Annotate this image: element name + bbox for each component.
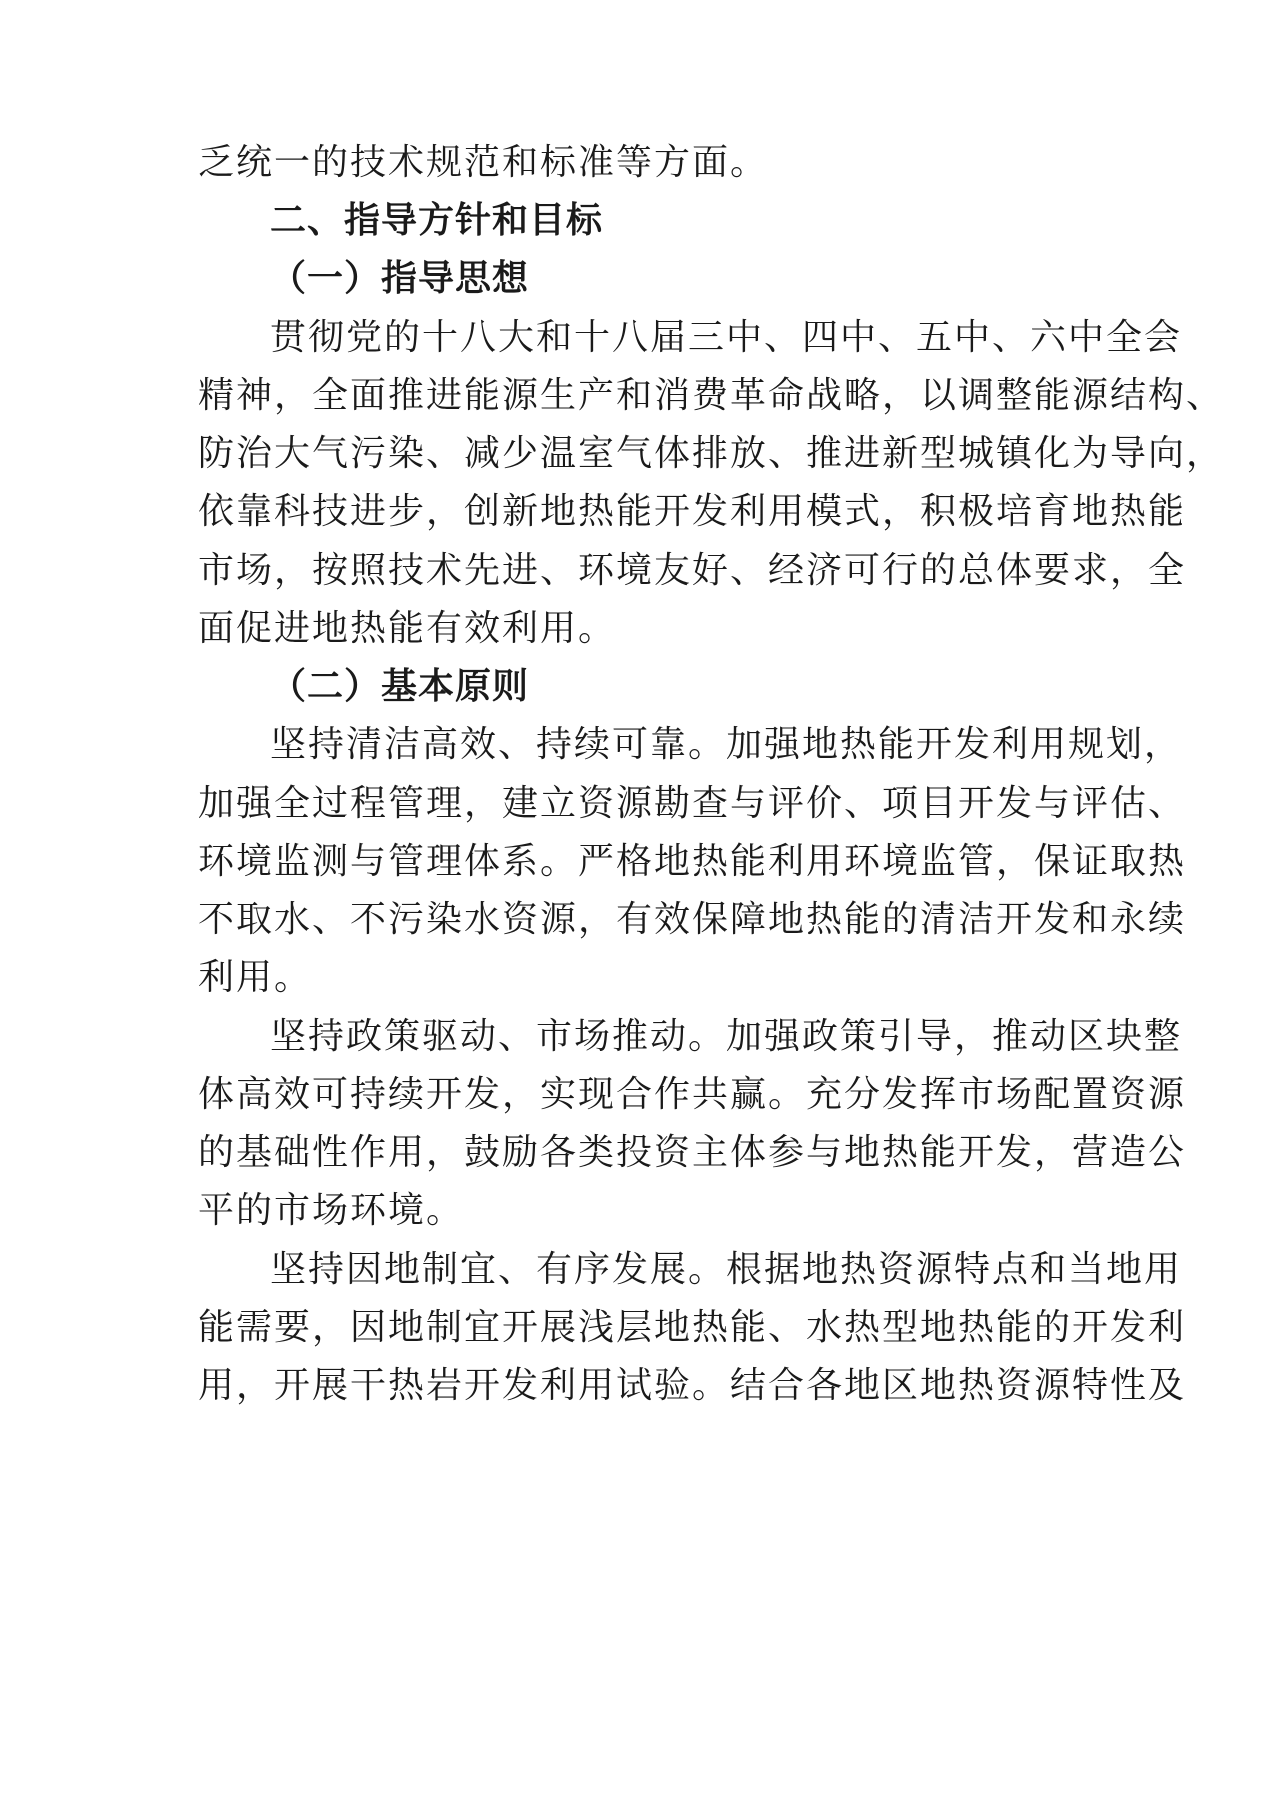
body-text-line: 精神，全面推进能源生产和消费革命战略，以调整能源结构、 [198,375,1225,416]
paragraph-first-line: 坚持清洁高效、持续可靠。加强地热能开发利用规划， [270,724,1183,765]
body-text-line: 面促进地热能有效利用。 [198,608,617,649]
body-text-line: 市场，按照技术先进、环境友好、经济可行的总体要求，全 [198,550,1187,591]
section-heading: 二、指导方针和目标 [270,200,604,241]
subsection-heading: （一）指导思想 [270,258,530,299]
body-text-line: 防治大气污染、减少温室气体排放、推进新型城镇化为导向， [198,433,1225,474]
paragraph-first-line: 坚持政策驱动、市场推动。加强政策引导，推动区块整 [270,1016,1183,1057]
body-text-line: 不取水、不污染水资源，有效保障地热能的清洁开发和永续 [198,899,1187,940]
subsection-heading: （二）基本原则 [270,666,530,707]
body-text-line: 环境监测与管理体系。严格地热能利用环境监管，保证取热 [198,841,1187,882]
body-text-line: 用，开展干热岩开发利用试验。结合各地区地热资源特性及 [198,1365,1187,1406]
body-text-line: 能需要，因地制宜开展浅层地热能、水热型地热能的开发利 [198,1307,1187,1348]
paragraph-first-line: 贯彻党的十八大和十八届三中、四中、五中、六中全会 [270,317,1183,358]
paragraph-first-line: 坚持因地制宜、有序发展。根据地热资源特点和当地用 [270,1249,1183,1290]
body-text-line: 体高效可持续开发，实现合作共赢。充分发挥市场配置资源 [198,1074,1187,1115]
body-text-line: 的基础性作用，鼓励各类投资主体参与地热能开发，营造公 [198,1132,1187,1173]
body-text-line: 加强全过程管理，建立资源勘查与评价、项目开发与评估、 [198,783,1187,824]
body-text-line: 依靠科技进步，创新地热能开发利用模式，积极培育地热能 [198,491,1187,532]
body-text-line: 利用。 [198,957,313,998]
body-text-line: 平的市场环境。 [198,1190,465,1231]
body-text-line: 乏统一的技术规范和标准等方面。 [198,142,769,183]
